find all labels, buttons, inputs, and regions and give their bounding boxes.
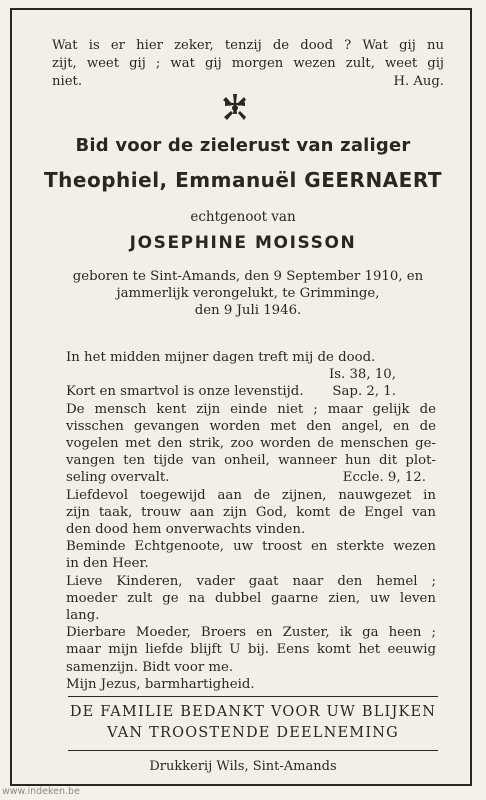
relation-text: echtgenoot van — [190, 209, 296, 225]
text-line: vangen ten tijde van onheil, wanneer hun dit plot- — [66, 453, 436, 469]
text-line: Lieve Kinderen, vader gaat naar den hemel ; — [66, 573, 436, 589]
text-line: visschen gevangen worden met den angel, en de — [66, 418, 436, 434]
quote-line-2: zijt, weet gij ; wat gij morgen wezen zult, weet gij — [52, 56, 444, 71]
birth-death-info — [48, 268, 448, 319]
text-line: Mijn Jezus, barmhartigheid. — [66, 676, 255, 692]
text-line — [66, 469, 436, 486]
text-line: samenzijn. Bidt voor me. — [66, 659, 234, 675]
text-line: vogelen met den strik, zoo worden de menschen ge- — [66, 436, 436, 452]
scripture-ref: Sap. 2, 1. — [332, 384, 396, 400]
spouse-name: JOSEPHINE MOISSON — [129, 233, 357, 253]
text-line: Beminde Echtgenoote, uw troost en sterkte wezen — [66, 539, 436, 555]
text-line: in den Heer. — [66, 556, 149, 572]
text-line-body: seling overvalt. — [66, 470, 170, 486]
ornamental-cross-icon — [219, 92, 251, 124]
quote-line-3-text: niet. — [52, 74, 83, 89]
text-line: lang. — [66, 608, 100, 624]
watermark: www.indeken.be — [2, 786, 80, 797]
text-line: Liefdevol toegewijd aan de zijnen, nauwgezet in — [66, 487, 436, 503]
quote-line-3 — [52, 73, 444, 91]
memorial-text — [66, 349, 436, 693]
opening-quote — [52, 37, 444, 91]
text-line-body: Kort en smartvol is onze levenstijd. — [66, 384, 304, 400]
prayer-heading: Bid voor de zielerust van zaliger — [75, 135, 411, 156]
birth-line-1: geboren te Sint-Amands, den 9 September 1910, en — [72, 269, 424, 284]
divider-bottom — [68, 750, 438, 751]
text-line: moeder zult ge na dubbel gaarne zien, uw leven — [66, 590, 436, 606]
text-line: De mensch kent zijn einde niet ; maar gelijk de — [66, 401, 436, 417]
text-line: maar mijn liefde blijft U bij. Eens komt het eeuwig — [66, 642, 436, 658]
text-line: Dierbare Moeder, Broers en Zuster, ik ga heen ; — [66, 625, 436, 641]
text-line — [66, 383, 436, 400]
scripture-ref: Eccle. 9, 12. — [342, 470, 426, 486]
scripture-ref: Is. 38, 10, — [328, 367, 396, 383]
text-line: In het midden mijner dagen treft mij de dood. — [66, 350, 376, 365]
quote-line-1: Wat is er hier zeker, tenzij de dood ? Wat gij nu — [52, 38, 444, 53]
thanks-line-1: DE FAMILIE BEDANKT VOOR UW BLIJKEN — [69, 704, 437, 720]
birth-line-2: jammerlijk verongelukt, te Grimminge, — [116, 286, 380, 301]
text-line: zijn taak, trouw aan zijn God, komt de Engel van — [66, 504, 436, 520]
thanks-line-2: VAN TROOSTENDE DEELNEMING — [107, 725, 399, 741]
divider-top — [68, 696, 438, 697]
text-line: den dood hem onverwachts vinden. — [66, 522, 306, 538]
quote-attribution: H. Aug. — [393, 74, 444, 89]
birth-line-3: den 9 Juli 1946. — [194, 303, 302, 318]
deceased-name: Theophiel, Emmanuël GEERNAERT — [44, 168, 442, 192]
printer-credit: Drukkerij Wils, Sint-Amands — [149, 759, 337, 774]
